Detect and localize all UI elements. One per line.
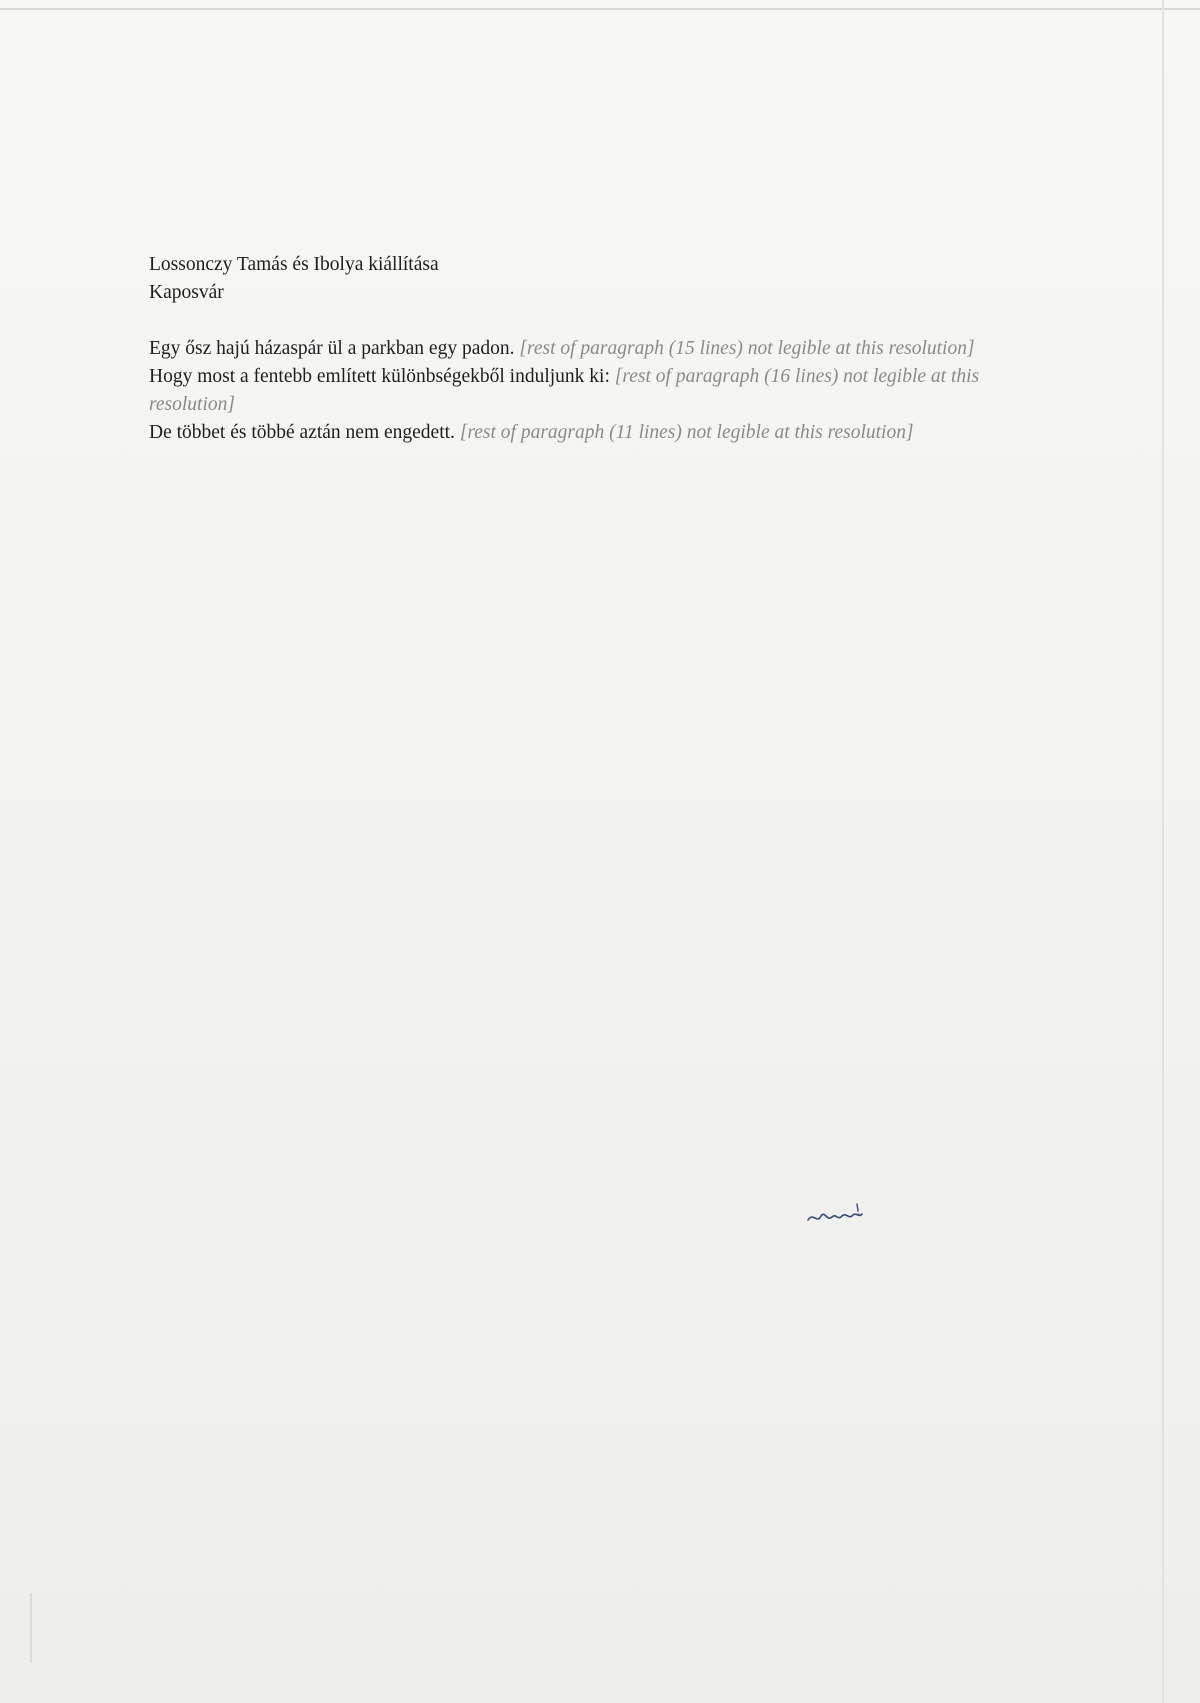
paragraph-illegible-note: [rest of paragraph (15 lines) not legible at this resolution] xyxy=(519,338,975,359)
scan-edge-top xyxy=(0,8,1200,10)
scan-edge-right xyxy=(1162,0,1164,1703)
letter-text xyxy=(149,251,994,447)
paragraph-lead: De többet és többé aztán nem engedett. xyxy=(149,422,455,443)
handwritten-correction xyxy=(805,1202,865,1228)
paragraph-illegible-note: [rest of paragraph (11 lines) not legible at this resolution] xyxy=(459,422,914,443)
paragraph-illegible-note: [rest of paragraph (16 lines) not legible at this resolution] xyxy=(149,366,980,415)
paragraph xyxy=(149,335,994,363)
heading-title: Lossonczy Tamás és Ibolya kiállítása xyxy=(149,254,439,275)
paragraph-lead: Hogy most a fentebb említett különbségekből induljunk ki: xyxy=(149,366,610,387)
scan-edge-corner xyxy=(30,1593,32,1663)
paragraph-lead: Egy ősz hajú házaspár ül a parkban egy padon. xyxy=(149,338,515,359)
paragraph xyxy=(149,419,994,447)
handwritten-correction-text: [handwritten correction not legible] xyxy=(805,1226,834,1228)
letter-body xyxy=(149,335,994,447)
paragraph xyxy=(149,363,994,419)
heading-place: Kaposvár xyxy=(149,282,224,303)
